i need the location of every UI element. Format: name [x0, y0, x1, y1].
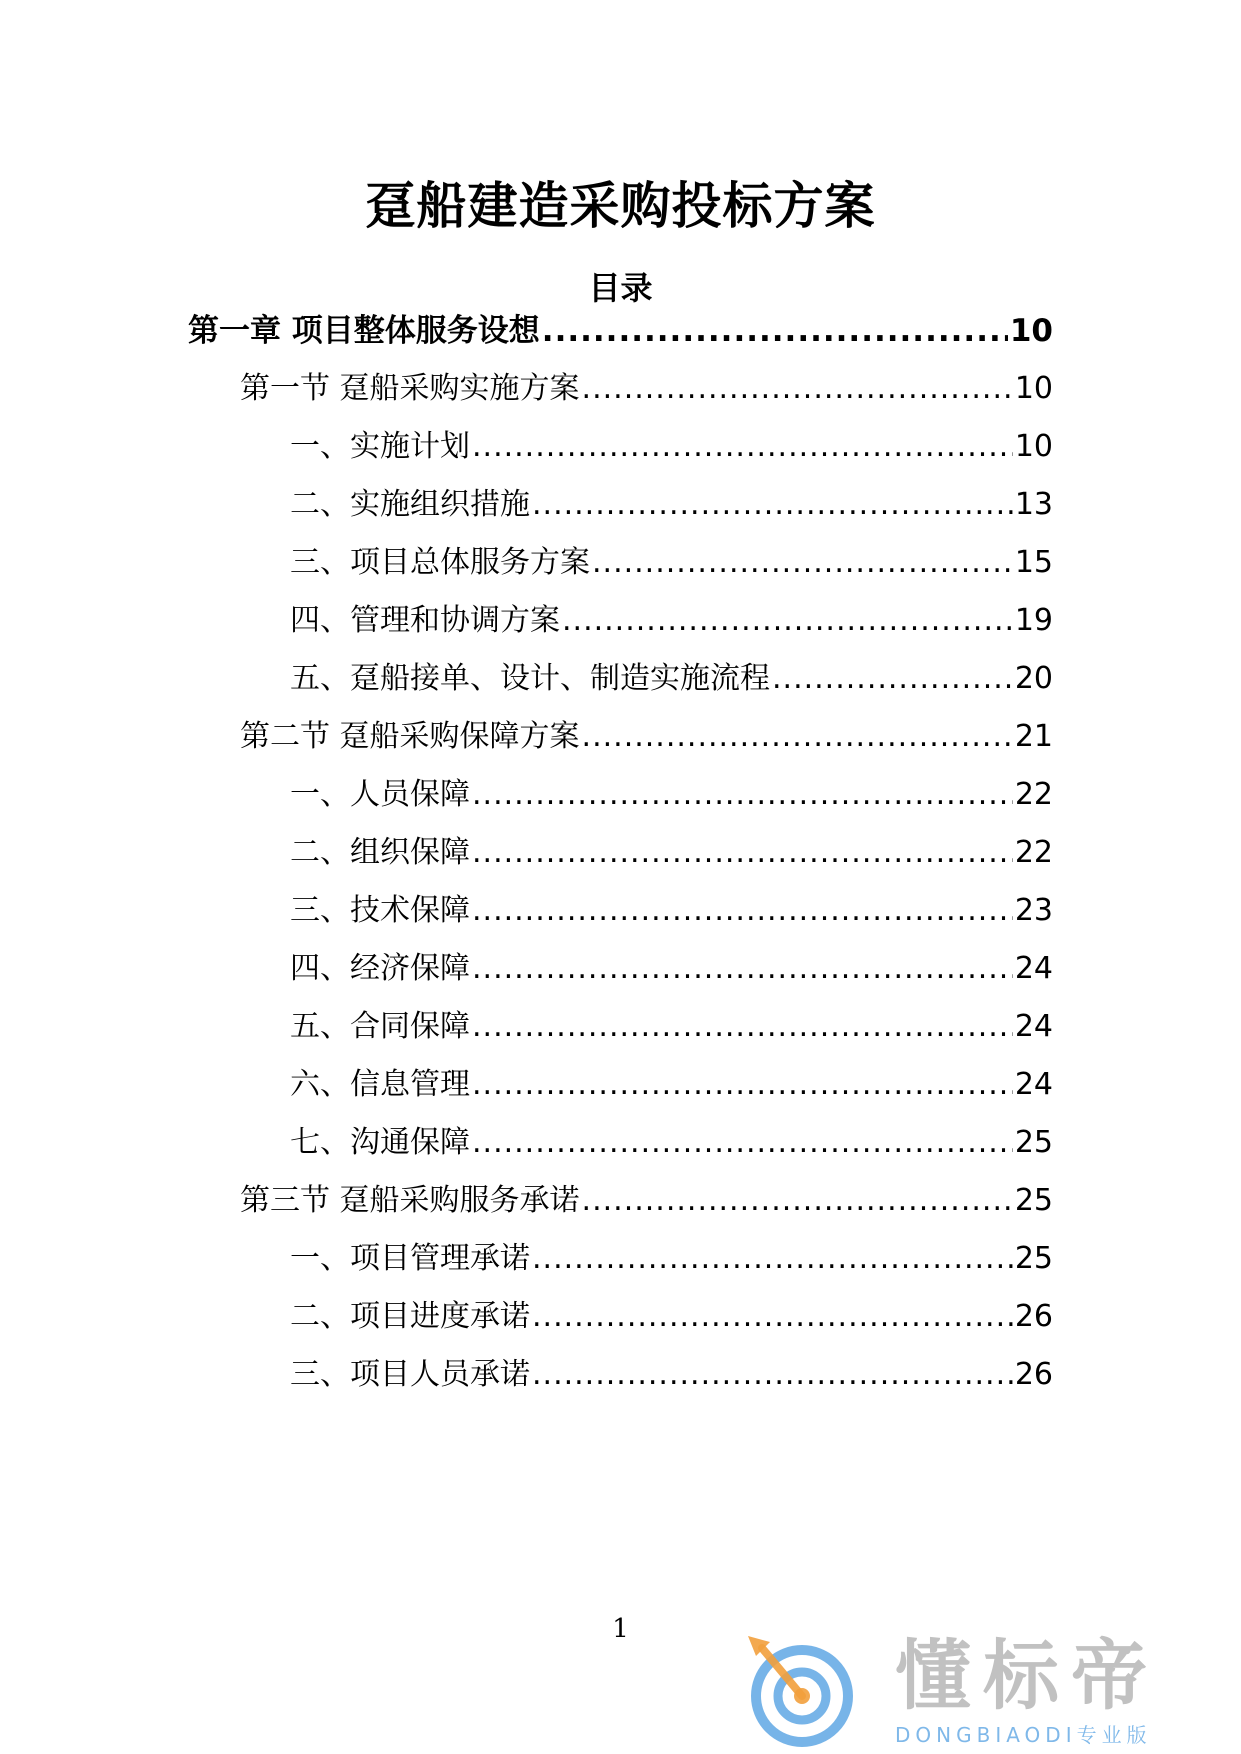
watermark-brand-name: 懂标帝 — [895, 1631, 1159, 1720]
toc-entry-page: 22 — [1014, 777, 1053, 812]
toc-entry[interactable] — [290, 596, 1053, 646]
toc-entry[interactable] — [290, 770, 1053, 820]
toc-dot-leader — [472, 886, 1013, 936]
toc-entry[interactable] — [188, 306, 1053, 356]
document-title: 趸船建造采购投标方案 — [365, 177, 876, 235]
toc-entry-title: 四、管理和协调方案 — [290, 603, 560, 638]
toc-dot-leader — [532, 1292, 1013, 1342]
toc-dot-leader — [582, 712, 1013, 762]
toc-entry-title: 二、实施组织措施 — [290, 487, 530, 522]
toc-entry[interactable] — [290, 480, 1053, 530]
toc-dot-leader — [592, 538, 1013, 588]
toc-entry-title: 三、技术保障 — [290, 893, 470, 928]
toc-entry-title: 三、项目人员承诺 — [290, 1357, 530, 1392]
toc-entry-title: 二、组织保障 — [290, 835, 470, 870]
toc-entry[interactable] — [240, 1176, 1053, 1226]
toc-entry-title: 三、项目总体服务方案 — [290, 545, 590, 580]
page-number: 1 — [612, 1614, 629, 1644]
toc-entry-title: 第三节 趸船采购服务承诺 — [240, 1183, 580, 1218]
toc-entry-page: 21 — [1014, 719, 1053, 754]
toc-entry-page: 25 — [1014, 1241, 1053, 1276]
toc-entry-page: 24 — [1014, 1009, 1053, 1044]
toc-dot-leader — [532, 480, 1013, 530]
toc-dot-leader — [532, 1234, 1013, 1284]
toc-entry-title: 一、人员保障 — [290, 777, 470, 812]
toc-entry-title: 第一节 趸船采购实施方案 — [240, 371, 580, 406]
toc-entry-page: 22 — [1014, 835, 1053, 870]
toc-entry-page: 26 — [1014, 1357, 1053, 1392]
toc-entry[interactable] — [290, 1234, 1053, 1284]
toc-dot-leader — [532, 1350, 1013, 1400]
toc-entry-page: 10 — [1014, 371, 1053, 406]
target-arrow-icon — [740, 1630, 870, 1748]
toc-entry-title: 一、项目管理承诺 — [290, 1241, 530, 1276]
toc-dot-leader — [472, 1060, 1013, 1110]
toc-dot-leader — [562, 596, 1013, 646]
toc-dot-leader — [472, 944, 1013, 994]
toc-entry-title: 七、沟通保障 — [290, 1125, 470, 1160]
toc-entry-page: 25 — [1014, 1125, 1053, 1160]
watermark-tagline: DONGBIAODI专业版 — [895, 1723, 1152, 1747]
toc-entry[interactable] — [290, 1292, 1053, 1342]
toc-entry-title: 第一章 项目整体服务设想 — [188, 313, 540, 349]
toc-dot-leader — [472, 1118, 1013, 1168]
toc-entry-page: 23 — [1014, 893, 1053, 928]
toc-entry-page: 26 — [1014, 1299, 1053, 1334]
toc-entry-page: 25 — [1014, 1183, 1053, 1218]
toc-entry-title: 二、项目进度承诺 — [290, 1299, 530, 1334]
toc-dot-leader — [472, 1002, 1013, 1052]
toc-entry-title: 一、实施计划 — [290, 429, 470, 464]
toc-entry[interactable] — [240, 364, 1053, 414]
toc-heading: 目录 — [588, 269, 653, 307]
toc-entry-page: 20 — [1014, 661, 1053, 696]
toc-entry-title: 四、经济保障 — [290, 951, 470, 986]
toc-entry[interactable] — [290, 422, 1053, 472]
toc-entry-page: 24 — [1014, 951, 1053, 986]
toc-entry-page: 15 — [1014, 545, 1053, 580]
toc-dot-leader — [582, 364, 1013, 414]
toc-dot-leader — [472, 828, 1013, 878]
toc-entry-title: 五、趸船接单、设计、制造实施流程 — [290, 661, 770, 696]
toc-entry[interactable] — [290, 1118, 1053, 1168]
toc-entry-page: 13 — [1014, 487, 1053, 522]
toc-entry-page: 10 — [1009, 313, 1053, 349]
toc-entry-title: 五、合同保障 — [290, 1009, 470, 1044]
toc-entry[interactable] — [290, 1002, 1053, 1052]
toc-entry-title: 第二节 趸船采购保障方案 — [240, 719, 580, 754]
toc-entry-page: 19 — [1014, 603, 1053, 638]
toc-entry-title: 六、信息管理 — [290, 1067, 470, 1102]
watermark — [740, 1630, 1230, 1748]
toc-dot-leader — [772, 654, 1013, 704]
toc-entry-page: 24 — [1014, 1067, 1053, 1102]
toc-entry[interactable] — [290, 944, 1053, 994]
toc-entry[interactable] — [290, 828, 1053, 878]
toc-dot-leader — [582, 1176, 1013, 1226]
toc-entry[interactable] — [290, 1350, 1053, 1400]
toc-entry[interactable] — [240, 712, 1053, 762]
toc-entry[interactable] — [290, 538, 1053, 588]
toc-dot-leader — [472, 422, 1013, 472]
toc-entry[interactable] — [290, 886, 1053, 936]
toc-dot-leader — [542, 306, 1008, 356]
toc-entry[interactable] — [290, 1060, 1053, 1110]
toc-dot-leader — [472, 770, 1013, 820]
toc-entry[interactable] — [290, 654, 1053, 704]
toc-entry-page: 10 — [1014, 429, 1053, 464]
